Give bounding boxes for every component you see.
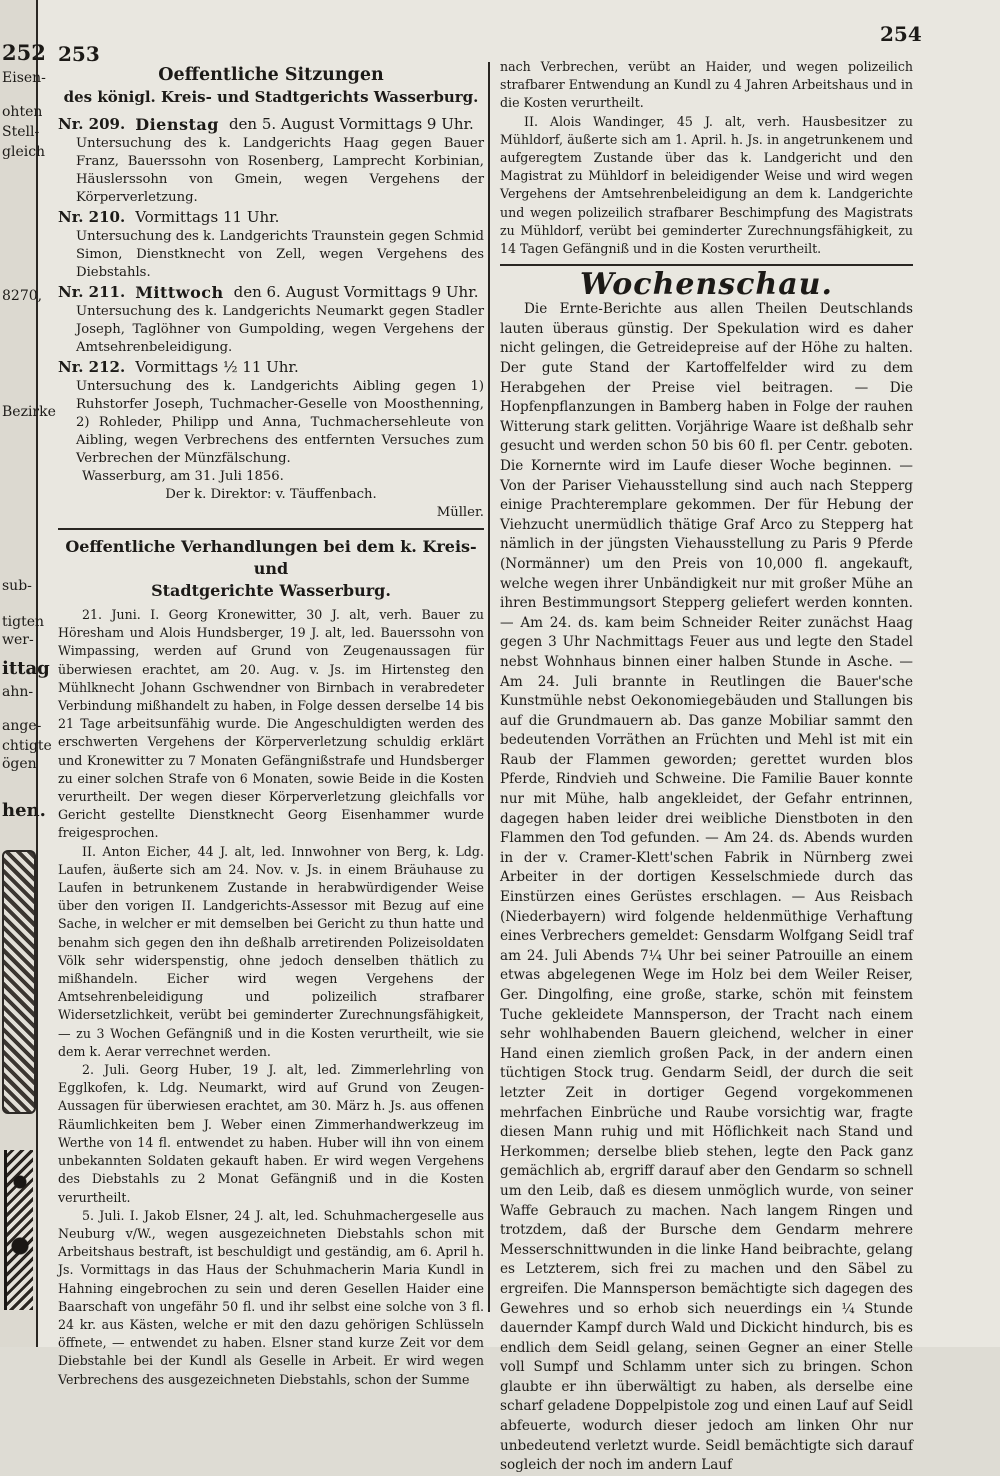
entry-text: Untersuchung des k. Landgerichts Haag gegen Bauer Franz, Bauerssohn von Rosenberg, Lamprecht Korbinian, Häuslerssohn von Gmein, wegen Vergehens der Körperverletzung.: [76, 136, 484, 205]
edge-fragment: ahn-: [2, 684, 34, 700]
sessions-title: Oeffentliche Sitzungen: [158, 65, 384, 85]
entry-text: Untersuchung des k. Landgerichts Traunstein gegen Schmid Simon, Dienstknecht von Zell, wegen Vergehens des Diebstahls.: [76, 229, 484, 280]
column-divider: [488, 62, 490, 1312]
sessions-subtitle: des königl. Kreis- und Stadtgerichts Wasserburg.: [63, 88, 479, 106]
proceedings-subtitle: Stadtgerichte Wasserburg.: [151, 581, 391, 600]
edge-fragment: ögen: [2, 756, 37, 772]
left-page-number: 253: [58, 42, 100, 66]
edge-fragment: ange-: [2, 718, 42, 734]
entry-number: Nr. 211.: [58, 283, 126, 301]
section-rule: [58, 528, 484, 530]
signer: Müller.: [436, 505, 484, 520]
entry-number: Nr. 210.: [58, 208, 126, 226]
edge-fragment: tigten: [2, 614, 44, 630]
edge-fragment: 8270,: [2, 288, 43, 304]
entry-time: Vormittags 11 Uhr.: [135, 208, 280, 226]
section-rule: [500, 264, 913, 266]
entry-day: Mittwoch: [135, 283, 224, 302]
session-entry: [58, 207, 484, 282]
weekly-review-text: Die Ernte-Berichte aus allen Theilen Deutschlands lauten überaus günstig. Der Spekulation wird es daher nicht gelingen, die Getreidepreise auf der Höhe zu halten. Der gute Stand der Kartoffelfelder wird zu dem Herabgehen der Preise viel beitragen. — Die Hopfenpflanzungen in Bamberg haben in Folge der rauhen Witterung stark gelitten. Vorjährige Waare ist deßhalb sehr gesucht und werden schon 50 bis 60 fl. per Centr. geboten. Die Kornernte wird im Laufe dieser Woche beginnen. — Von der Pariser Viehausstellung sind auch nach Stepperg einige Prachteremplare gekommen. Der für Hebung der Viehzucht unermüdlich thätige Graf Arco zu Stepperg hat nämlich in der jüngsten Viehausstellung zu Paris 9 Pferde (Normänner) um den Preis von 10,000 fl. angekauft, welche wegen ihrer Unbändigkeit nur mit großer Mühe an ihren Bestimmungsort Stepperg geliefert werden konnten. — Am 24. ds. kam beim Schneider Reiter zunächst Haag gegen 3 Uhr Nachmittags Feuer aus und legte den Stadel nebst Wohnhaus binnen einer halben Stunde in Asche. — Am 24. Juli brannte in Reutlingen die Bauer'sche Kunstmühle nebst Oekonomiegebäuden und Stallungen bis auf die Grundmauern ab. Das ganze Mobiliar sammt den bedeutenden Vorräthen an Früchten und Mehl ist mit ein Raub der Flammen geworden; gerettet wurden blos Pferde, Rindvieh und Schweine. Die Familie Bauer konnte nur mit Mühe, halb angekleidet, der Gefahr entrinnen, dagegen haben leider drei weibliche Dienstboten in den Flammen den Tod gefunden. — Am 24. ds. Abends wurden in der v. Cramer-Klett'schen Fabrik in Nürnberg zwei Arbeiter in der dortigen Kesselschmiede durch das Einstürzen eines Gerüstes erschlagen. — Aus Reisbach (Niederbayern) wird folgende heldenmüthige Verhaftung eines Verbrechers gemeldet: Gensdarm Wolfgang Seidl traf am 24. Juli Abends 7¼ Uhr bei seiner Patrouille an einem etwas abgelegenen Wege im Holz bei dem Weiler Reiser, Ger. Dingolfing, eine große, starke, schön mit feinstem Tuche gekleidete Mannsperson, der Tracht nach einem sehr wohlhabenden Bauern gleichend, welcher in einer Hand einen ziemlich großen Pack, in der andern einen tüchtigen Stock trug. Gendarm Seidl, der durch die seit letzter Zeit in dortiger Gegend vorgekommenen mehrfachen Einbrüche und Raube vorsichtig war, fragte diesen Mann ruhig und mit Höflichkeit nach Stand und Herkommen; derselbe blieb stehen, legte den Pack ganz gemächlich ab, ergriff darauf aber den Gendarm so schnell um den Leib, daß es diesem unmöglich wurde, von seiner Waffe Gebrauch zu machen. Nach langem Ringen und trotzdem, daß der Bursche dem Gendarm mehrere Messerschnittwunden in die linke Hand beibrachte, gelang es Letzterem, sich frei zu machen und den Säbel zu ergreifen. Die Mannsperson bemächtigte sich dagegen des Gewehres und so erhob sich neuerdings ein ¼ Stunde dauernder Kampf durch Wald und Dickicht hindurch, bis es endlich dem Seidl gelang, seinen Gegner an einer Stelle voll Sumpf und Schlamm unter sich zu bringen. Schon glaubte er ihn überwältigt zu haben, als derselbe eine scharf geladene Doppelpistole zog und einen Lauf auf Seidl abfeuerte, wodurch dieser jedoch am linken Ohr nur unbedeutend verletzt wurde. Seidl bemächtigte sich darauf sogleich der noch im andern Lauf: [500, 301, 913, 1474]
proceedings-paragraph: 21. Juni. I. Georg Kronewitter, 30 J. alt, verh. Bauer zu Höresham und Alois Hundsberger, 19 J. alt, led. Bauerssohn von Wimpassing, werden auf Grund von Zeugenaussagen für überwiesen erachtet, am 20. Aug. v. Js. im Hirtensteg den Mühlknecht Johann Gschwendner von Birnbach in verabredeter Verbindung mißhandelt zu haben, in Folge dessen derselbe 14 bis 21 Tage arbeitsunfähig wurde. Die Angeschuldigten werden des erschwerten Vergehens der Körperverletzung schuldig erklärt und Kronewitter zu 7 Monaten Gefängnißstrafe und Hundsberger zu einer solchen Strafe von 6 Monaten, sowie Beide in die Kosten verurtheilt. Der wegen dieser Körperverletzung gleichfalls vor Gericht gestellte Dienstknecht Georg Eisenhammer wurde freigesprochen.: [58, 607, 484, 841]
right-column: [500, 58, 913, 1476]
continued-paragraph: nach Verbrechen, verübt an Haider, und wegen polizeilich strafbarer Entwendung an Kundl zu 4 Jahren Arbeitshaus und in die Kosten verurtheilt.: [500, 59, 913, 111]
weekly-review-title: Wochenschau.: [580, 267, 833, 303]
session-entry: [58, 357, 484, 468]
edge-fragment: wer-: [2, 632, 34, 648]
decorative-border-ornament: [2, 850, 36, 1114]
session-entry: [58, 282, 484, 357]
entry-number: Nr. 212.: [58, 358, 126, 376]
proceedings-paragraph: 2. Juli. Georg Huber, 19 J. alt, led. Zimmerlehrling von Egglkofen, k. Ldg. Neumarkt, wird auf Grund von Zeugen-Aussagen für überwiesen erachtet, am 30. März h. Js. aus offenen Räumlichkeiten bem J. Weber einen Zimmerhandwerkzeug im Werthe von 14 fl. entwendet zu haben. Huber will ihn von einem unbekannten Soldaten gekauft haben. Er wird wegen Vergehens des Diebstahls zu 2 Monat Gefängniß und in die Kosten verurtheilt.: [58, 1062, 484, 1205]
proceedings-title: Oeffentliche Verhandlungen bei dem k. Kreis- und: [65, 537, 477, 578]
edge-fragment: Stell-: [2, 124, 40, 140]
entry-number: Nr. 209.: [58, 115, 126, 133]
proceedings-paragraph: 5. Juli. I. Jakob Elsner, 24 J. alt, led. Schuhmachergeselle aus Neuburg v/W., wegen ausgezeichneten Diebstahls schon mit Arbeitshaus bestraft, ist beschuldigt und geständig, am 6. April h. Js. Vormittags in das Haus der Schuhmacherin Maria Kundl in Hahning eingebrochen zu sein und deren Gesellen Haider eine Baarschaft von ungefähr 50 fl. und ihr selbst eine solche von 3 fl. 24 kr. aus Kästen, welche er mit den dazu gehörigen Schlüsseln öffnete, — entwendet zu haben. Elsner stand kurze Zeit vor dem Diebstahle bei der Kundl als Geselle in Arbeit. Er wird wegen Verbrechens des ausgezeichneten Diebstahls, schon der Summe: [58, 1207, 484, 1387]
previous-page-number: 252: [2, 40, 46, 65]
edge-fragment: gleich: [2, 144, 46, 160]
place-date: Wasserburg, am 31. Juli 1856.: [82, 469, 284, 484]
director-signature: Der k. Direktor: v. Täuffenbach.: [165, 487, 377, 502]
previous-page-edge: [0, 0, 56, 1347]
left-column: [58, 64, 484, 1389]
proceedings-paragraph: II. Anton Eicher, 44 J. alt, led. Innwohner von Berg, k. Ldg. Laufen, äußerte sich am 24. Nov. v. Js. in einem Bräuhause zu Laufen in betrunkenem Zustande in herabwürdigender Weise über den vorigen II. Landgerichts-Assessor mit Bezug auf eine Sache, in welcher er mit demselben bei Gericht zu thun hatte und benahm sich gegen den ihn deßhalb arretirenden Polizeisoldaten Völk sehr widerspenstig, ohne jedoch denselben thätlich zu mißhandeln. Eicher wird wegen Vergehens der Amtsehrenbeleidigung und polizeilich strafbarer Widersetzlichkeit, verübt bei geminderter Zurechnungsfähigkeit, — zu 3 Wochen Gefängniß und in die Kosten verurtheilt, wie sie dem k. Aerar verrechnet werden.: [58, 843, 484, 1059]
entry-time: den 5. August Vormittags 9 Uhr.: [228, 115, 474, 133]
edge-fragment: chtigte: [2, 738, 52, 754]
entry-day: Dienstag: [135, 115, 219, 134]
edge-fragment: Bezirke: [2, 404, 56, 420]
edge-fragment: ohten: [2, 104, 43, 120]
edge-fragment: ittag: [2, 658, 50, 679]
edge-fragment: hen.: [2, 800, 46, 821]
session-entry: [58, 114, 484, 207]
entry-time: Vormittags ½ 11 Uhr.: [135, 358, 299, 376]
right-page-number: 254: [880, 22, 922, 46]
edge-fragment: sub-: [2, 578, 32, 594]
edge-fragment: Eisen-: [2, 70, 46, 86]
entry-text: Untersuchung des k. Landgerichts Neumarkt gegen Stadler Joseph, Taglöhner von Gumpolding, wegen Vergehens der Amtsehrenbeleidigung.: [76, 304, 484, 355]
decorative-border-ornament: [4, 1150, 33, 1310]
proceedings-paragraph: II. Alois Wandinger, 45 J. alt, verh. Hausbesitzer zu Mühldorf, äußerte sich am 1. April. h. Js. in angetrunkenem und aufgeregtem Zustande über das k. Landgericht und den Magistrat zu Mühldorf in beleidigender Weise und wird wegen Vergehens der Amtsehrenbeleidigung an dem k. Landgerichte und wegen polizeilich strafbarer Beschimpfung des Magistrats zu Mühldorf, verübt bei geminderter Zurechnungsfähigkeit, zu 14 Tagen Gefängniß und in die Kosten verurtheilt.: [500, 113, 913, 257]
entry-time: den 6. August Vormittags 9 Uhr.: [233, 283, 479, 301]
entry-text: Untersuchung des k. Landgerichts Aibling gegen 1) Ruhstorfer Joseph, Tuchmacher-Geselle von Moosthenning, 2) Rohleder, Philipp und Anna, Tuchmachersehleute von Aibling, wegen Verbrechens des entfernten Versuches zum Verbrechen der Münzfälschung.: [76, 379, 484, 466]
